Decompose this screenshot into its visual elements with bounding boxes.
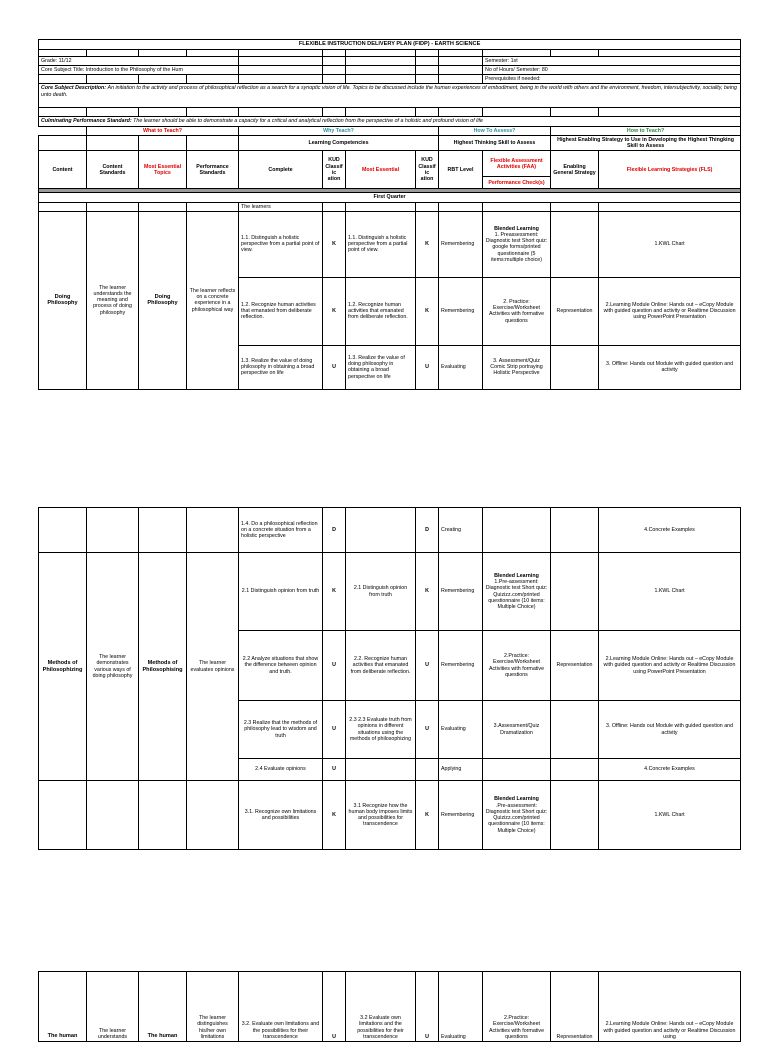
col-kud-2: KUD Classific ation bbox=[416, 151, 439, 189]
performance-standard-cell: The learner reflects on a concrete experience in a philosophical way bbox=[187, 211, 239, 389]
content-cell: The human bbox=[39, 972, 87, 1042]
col-content: Content bbox=[39, 151, 87, 189]
col-kud: KUD Classific ation bbox=[323, 151, 346, 189]
col-most-essential-topics: Most Essential Topics bbox=[139, 151, 187, 189]
content-standard-cell: The learner understands the meaning and process of doing philosophy bbox=[87, 211, 139, 389]
semester-label: Semester: 1st bbox=[483, 56, 741, 65]
col-fls: Flexible Learning Strategies (FLS) bbox=[599, 151, 741, 189]
prerequisites-label: Prerequisites if needed: bbox=[483, 75, 741, 84]
content-standard-cell: The learner demonstrates various ways of doing philosophy bbox=[87, 553, 139, 781]
egs-cell: Representation bbox=[551, 972, 599, 1042]
content-standard-cell: The learner understands bbox=[87, 972, 139, 1042]
fidp-page-2 bbox=[0, 507, 768, 850]
table-row: 3.1. Recognize own limitations and possibilities K 3.1 Recognize how the human body imposes limits and possibilities for transcendence K Remembering Blended Learning .Pre-assessment: Diagnostic test Short quiz: Quizizz.com/printed questionnaire (10 items: Multiple Choice) 1.KWL Chart bbox=[39, 781, 741, 850]
highest-enabling-header: Highest Enabling Strategy to Use in Developing the Highest Thingking Skill to Assess bbox=[551, 135, 741, 151]
topic-cell: The human bbox=[139, 972, 187, 1042]
core-subject-title: Core Subject Title: Introduction to the Philosophy of the Hum bbox=[39, 65, 239, 74]
topic-cell: Doing Philosophy bbox=[139, 211, 187, 389]
fidp-page-1 bbox=[0, 39, 768, 390]
learning-competencies-header: Learning Competencies bbox=[239, 135, 439, 151]
col-faa: Flexible Assessment Activities (FAA) bbox=[483, 151, 551, 177]
table-row: 1.4. Do a philosophical reflection on a concrete situation from a holistic perspective D D Creating 4.Concrete Examples bbox=[39, 508, 741, 553]
culminating-text: The learner should be able to demonstrate a capacity for a critical and analytical reflection from the perspective of a holistic and profound vision of life bbox=[133, 118, 483, 125]
performance-standard-cell: The learner distinguishes his/her own limitations bbox=[187, 972, 239, 1042]
performance-standard-cell: The learner evaluates opinions bbox=[187, 553, 239, 781]
core-subject-description: Core Subject Description: An initiation to the activity and process of philosophical reflection as a search for a synoptic vision of life. Topics to be discussed include the human experiences of embodiment, being in the world with others and the environment, freedom, intersubjectivity, sociality, being unto death. bbox=[39, 84, 741, 108]
hours-label: No of Hours/ Semester: 80 bbox=[483, 65, 741, 74]
table-row: The human The learner understands The human The learner distinguishes his/her own limitations 3.2. Evaluate own limitations and the possibilities for their transcendence U 3.2 Evaluate own limitations and the possibilities for their transcendence U Evaluating 2.Practice: Exercise/Worksheet Activities with formative questions Representation 2.Learning Module Online: Hands out – eCopy Module with guided question and activity or Realtime Discussion using bbox=[39, 972, 741, 1042]
document-title: FLEXIBLE INSTRUCTION DELIVERY PLAN (FIDP) - EARTH SCIENCE bbox=[39, 40, 741, 50]
topic-cell: Methods of Philosophising bbox=[139, 553, 187, 781]
col-most-essential: Most Essential bbox=[346, 151, 416, 189]
first-quarter-label: First Quarter bbox=[39, 193, 741, 202]
col-content-standards: Content Standards bbox=[87, 151, 139, 189]
col-egs: Enabling General Strategy bbox=[551, 151, 599, 189]
table-row: 2.2 Analyze situations that show the difference between opinion and truth. U 2.2. Recognize human activities that emanated from deliberate reflection. U Remembering 2.Practice: Exercise/Worksheet Activities with formative questions Representation 2.Learning Module Online: Hands out – eCopy Module with guided question and activity or Realtime Discussion using PowerPoint Presentation bbox=[39, 631, 741, 701]
table-row: 1.3. Realize the value of doing philosophy in obtaining a broad perspective on life U 1.3. Realize the value of doing philosophy in obtaining a broad perspective on life U Evaluating 3. Assessment/Quiz Comic Strip portraying Holistic Perspective 3. Offline: Hands out Module with guided question and activity bbox=[39, 345, 741, 389]
table-row: 2.4 Evaluate opinions U Applying 4.Concrete Examples bbox=[39, 759, 741, 781]
culminating-standard: Culminating Performance Standard: The learner should be able to demonstrate a capacity for a critical and analytical reflection from the perspective of a holistic and profound vision of life bbox=[39, 117, 741, 126]
content-cell: Doing Philosophy bbox=[39, 211, 87, 389]
table-row: 1.2. Recognize human activities that emanated from deliberate reflection. K 1.2. Recognize human activities that emanated from deliberate reflection. K Remembering 2. Practice: Exercise/Worksheet Activities with formative questions Representation 2.Learning Module Online: Hands out – eCopy Module with guided question and activity or Realtime Discussion using PowerPoint Presentation bbox=[39, 277, 741, 345]
description-text: An initiation to the activity and process of philosophical reflection as a search for a synoptic vision of life. Topics to be discussed include the human experiences of embodiment, being in the world with others and the environment, freedom, intersubjectivity, sociality, being unto death. bbox=[41, 85, 737, 98]
highest-thinking-header: Highest Thinking Skill to Assess bbox=[439, 135, 551, 151]
how-to-assess-label: How To Assess? bbox=[439, 126, 551, 135]
fidp-table-page-2 bbox=[38, 507, 741, 850]
table-row: 2.3 Realize that the methods of philosophy lead to wisdom and truth U 2.3 2.3 Evaluate truth from opinions in different situations using the methods of philosophizing U Evaluating 3.Assessment/Quiz Dramatization 3. Offline: Hands out Module with guided question and activity bbox=[39, 701, 741, 759]
how-to-teach-label: How to Teach? bbox=[551, 126, 741, 135]
grade-label: Grade: 11/12 bbox=[39, 56, 239, 65]
egs-cell: Representation bbox=[551, 631, 599, 701]
col-complete: Complete bbox=[239, 151, 323, 189]
fidp-table-page-3 bbox=[38, 971, 741, 1042]
what-to-teach-label: What to Teach? bbox=[87, 126, 239, 135]
content-cell: Methods of Philosophizing bbox=[39, 553, 87, 781]
the-learners-label: The learners bbox=[239, 202, 323, 211]
col-performance-standards: Performance Standards bbox=[187, 151, 239, 189]
why-teach-label: Why Teach? bbox=[239, 126, 439, 135]
col-performance-checks: Performance Check(s) bbox=[483, 177, 551, 189]
col-rbt-level: RBT Level bbox=[439, 151, 483, 189]
table-row: Doing Philosophy The learner understands the meaning and process of doing philosophy Doing Philosophy The learner reflects on a concrete experience in a philosophical way 1.1. Distinguish a holistic perspective from a partial point of view. K 1.1. Distinguish a holistic perspective from a partial point of view. K Remembering Blended Learning 1. Preassessment: Diagnostic test Short quiz: google forms/printed questionnaire (5 items:multiple choice) 1.KWL Chart bbox=[39, 211, 741, 277]
fidp-page-3 bbox=[0, 971, 768, 1042]
egs-cell: Representation bbox=[551, 277, 599, 345]
fidp-table-page-1 bbox=[38, 39, 741, 390]
table-row: Methods of Philosophizing The learner demonstrates various ways of doing philosophy Methods of Philosophising The learner evaluates opinions 2.1 Distinguish opinion from truth K 2.1 Distinguish opinion from truth K Remembering Blended Learning 1.Pre-assessment: Diagnostic test Short quiz: Quizizz.com/printed questionnaire (10 items: Multiple Choice) 1.KWL Chart bbox=[39, 553, 741, 631]
